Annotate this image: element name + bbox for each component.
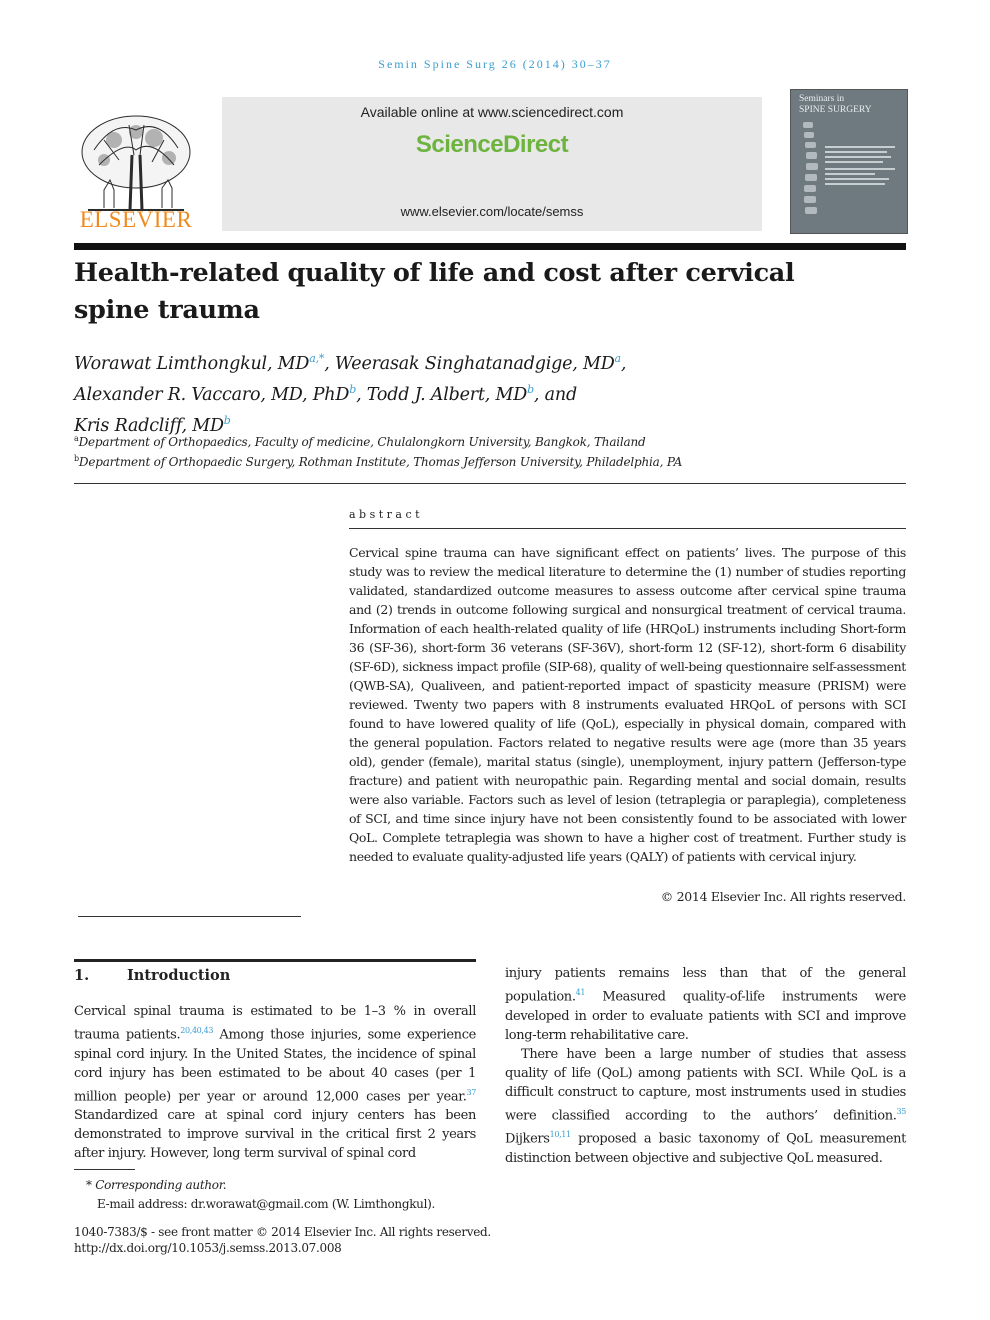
available-online-text[interactable]: Available online at www.sciencedirect.com <box>360 104 624 120</box>
affiliation-a: $^a$Department of Orthopaedics, Faculty of medicine, Chulalongkorn University, Bangkok, Thailand <box>74 434 646 449</box>
spine-illustration-icon <box>791 90 907 233</box>
section-divider <box>74 959 476 962</box>
article-info-divider <box>78 916 301 917</box>
abstract-heading: abstract <box>349 508 424 521</box>
footnote-divider <box>74 1169 135 1170</box>
citation-link[interactable]: 37 <box>466 1087 476 1097</box>
abstract-text: Cervical spine trauma can have significant effect on patients’ lives. The purpose of this study was to review the medical literature to determine the (1) number of studies reporting validated, standardized outcome measures to assess outcome after cervical spine trauma and (2) trends in outcome following surgical and nonsurgical treatment of cervical trauma. Information of each health-related quality of life (HRQoL) instruments including Short-form 36 (SF-36), short-form 36 veterans (SF-36V), short-form 12 (SF-12), short-form 6 disability (SF-6D), sickness impact profile (SIP-68), quality of well-being questionnaire self-assessment (QWB-SA), Qualiveen, and patient-reported impact of spasticity measure (PRISM) were reviewed. Twenty two papers with 8 instruments evaluated HRQoL of persons with SCI found to have lowered quality of life (QoL), especially in physical domain, compared with the general population. Factors related to negative results were age (more than 35 years old), gender (female), marital status (single), unemployment, injury pattern (Jefferson-type fracture) and patient with neuropathic pain. Regarding mental and social domain, results were also variable. Factors such as level of lesion (tetraplegia or paraplegia), completeness of SCI, and time since injury have not been consistently found to be associated with lower QoL. Complete tetraplegia was shown to have a higher cost of treatment. Further study is needed to evaluate quality-adjusted life years (QALY) of patients with cervical injury. <box>349 545 906 864</box>
corresponding-author-note: * Corresponding author. <box>86 1178 227 1192</box>
abstract-copyright: © 2014 Elsevier Inc. All rights reserved. <box>660 889 906 904</box>
affiliation-b: $^b$Department of Orthopaedic Surgery, Rothman Institute, Thomas Jefferson University, Philadelphia, PA <box>74 454 683 469</box>
section-number: 1. <box>74 967 90 984</box>
header-divider <box>74 243 906 250</box>
author-affiliation-marker[interactable]: a <box>614 352 621 365</box>
author-list: Worawat Limthongkul, $MD^{a,*}$, Weerasak Singhatanadgige, $MD^a$, Alexander R. Vaccaro, MD, PhD$^b$, Todd J. Albert, $MD^b$, and Kris Radcliff, $MD^b$ <box>74 352 627 436</box>
intro-right-column <box>505 964 906 1168</box>
section-heading-introduction <box>74 967 230 984</box>
author-affiliation-marker[interactable]: b <box>349 382 357 396</box>
citation-link[interactable]: 41 <box>575 988 586 998</box>
email-address[interactable]: E-mail address: dr.worawat@gmail.com (W. Limthongkul). <box>97 1197 436 1211</box>
cover-title: Seminars in SPINE SURGERY <box>799 94 872 115</box>
journal-citation[interactable]: Semin Spine Surg 26 (2014) 30–37 <box>378 57 612 71</box>
sciencedirect-logo[interactable]: ScienceDirect <box>415 131 569 158</box>
author-name[interactable]: Worawat Limthongkul, MD <box>74 353 310 374</box>
section-title: Introduction <box>127 967 231 984</box>
author-name[interactable]: Kris Radcliff, MD <box>74 415 224 436</box>
doi-link[interactable]: http://dx.doi.org/10.1053/j.semss.2013.07.008 <box>74 1241 342 1255</box>
author-name[interactable]: Weerasak Singhatanadgige, MD <box>334 353 615 374</box>
citation-link[interactable]: 20,40,43 <box>180 1026 214 1036</box>
author-affiliation-marker[interactable]: b <box>527 382 534 396</box>
journal-homepage-link[interactable]: www.elsevier.com/locate/semss <box>400 204 584 219</box>
issn-line: 1040-7383/$ - see front matter © 2014 Elsevier Inc. All rights reserved. <box>74 1225 491 1239</box>
article-title: Health-related quality of life and cost after cervical spine trauma <box>74 258 795 325</box>
journal-cover-thumbnail[interactable] <box>790 89 908 234</box>
author-affiliation-marker[interactable]: b <box>223 413 231 427</box>
paragraph: injury patients remains less than that of the general population.$^{41}$ Measured quality-of-life instruments were developed in order to evaluate patients with SCI and improve long-term rehabilitative care. <box>505 966 906 1043</box>
author-name[interactable]: Todd J. Albert, MD <box>366 384 528 405</box>
abstract-divider <box>349 528 906 529</box>
citation-link[interactable]: 35 <box>896 1106 906 1116</box>
affiliation-divider <box>74 483 906 484</box>
paragraph: There have been a large number of studies that assess quality of life (QoL) among patients with SCI. While QoL is a difficult construct to capture, most instruments used in studies were classified according to the authors’ definition.$^{35}$ Dijkers$^{10,11}$ proposed a basic taxonomy of QoL measurement distinction between objective and subjective QoL measured. <box>505 1046 906 1166</box>
author-affiliation-marker[interactable]: a,* <box>309 352 325 365</box>
intro-left-column: Cervical spinal trauma is estimated to be 1–3 % in overall trauma patients.$^{20,40,43}$ Among those injuries, some experience spinal cord injury. In the United States, the incidence of spinal cord injury has been estimated to be about 40 cases (per 1 million people) per year or around 12,000 cases per year.$^{37}$ Standardized care at spinal cord injury centers has been demonstrated to improve survival in the critical first 2 years after injury. However, long term survival of spinal cord <box>74 1004 476 1162</box>
author-name[interactable]: Alexander R. Vaccaro, MD, PhD <box>74 384 350 405</box>
elsevier-wordmark[interactable]: ELSEVIER <box>79 207 193 232</box>
citation-link[interactable]: 10,11 <box>549 1130 571 1140</box>
